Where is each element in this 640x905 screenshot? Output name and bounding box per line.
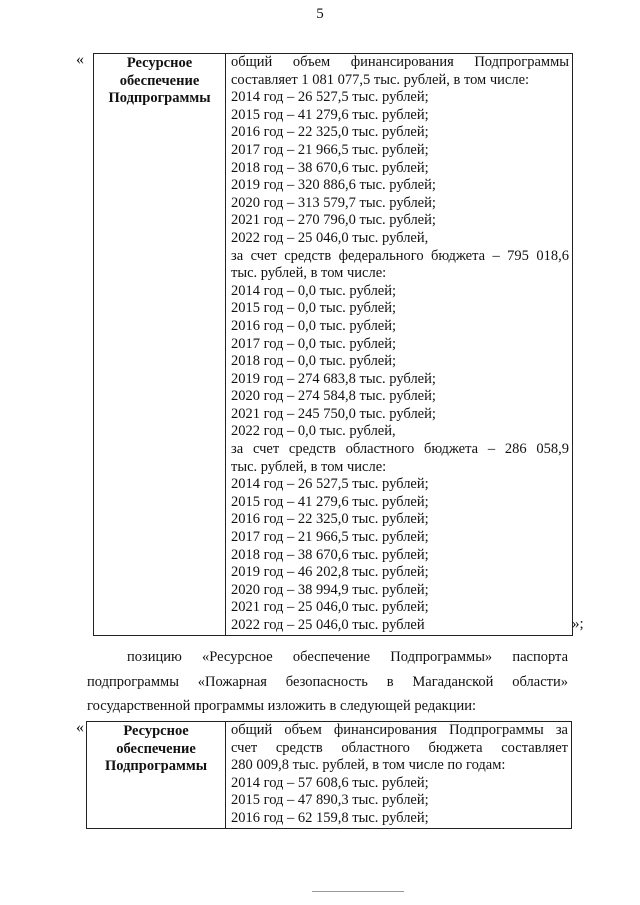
year-line: 2014 год – 26 527,5 тыс. рублей;	[231, 476, 429, 493]
year-line: 2018 год – 38 670,6 тыс. рублей;	[231, 546, 429, 563]
amendment-paragraph	[87, 645, 568, 719]
open-quote: «	[76, 51, 84, 68]
year-line: 2022 год – 25 046,0 тыс. рублей	[231, 617, 425, 633]
paragraph-line: подпрограммы «Пожарная безопасность в Магаданской области»	[87, 673, 568, 690]
year-line: 2020 год – 38 994,9 тыс. рублей;	[231, 581, 429, 598]
year-line: 2017 год – 21 966,5 тыс. рублей;	[231, 141, 429, 158]
label-line: Подпрограммы	[108, 90, 211, 107]
year-line: 2018 год – 38 670,6 тыс. рублей;	[231, 159, 429, 176]
content-line: составляет 1 081 077,5 тыс. рублей, в том числе:	[231, 71, 530, 88]
content-line: за счет средств областного бюджета – 286 058,9	[231, 441, 569, 458]
year-line: 2017 год – 21 966,5 тыс. рублей;	[231, 529, 429, 546]
content-line: 280 009,8 тыс. рублей, в том числе по годам:	[231, 757, 506, 774]
year-line: 2014 год – 57 608,6 тыс. рублей;	[231, 774, 429, 791]
year-line: 2016 год – 0,0 тыс. рублей;	[231, 317, 397, 334]
resource-table-1	[93, 53, 573, 636]
year-line: 2016 год – 22 325,0 тыс. рублей;	[231, 124, 429, 141]
open-quote: «	[76, 719, 84, 736]
label-line: обеспечение	[116, 740, 196, 757]
year-line: 2019 год – 274 683,8 тыс. рублей;	[231, 370, 436, 387]
content-line: за счет средств федерального бюджета – 795 018,6	[231, 247, 569, 264]
year-line: 2018 год – 0,0 тыс. рублей;	[231, 353, 397, 370]
year-line: 2022 год – 0,0 тыс. рублей,	[231, 423, 396, 440]
year-line: 2019 год – 46 202,8 тыс. рублей;	[231, 564, 429, 581]
resource-content-cell	[226, 54, 573, 636]
paragraph-line: позицию «Ресурсное обеспечение Подпрограммы» паспорта	[127, 649, 568, 665]
resource-content-cell	[226, 722, 572, 829]
content-line: счет средств областного бюджета составляет	[231, 739, 568, 756]
content-line: общий объем финансирования Подпрограммы	[231, 54, 569, 70]
year-line: 2015 год – 41 279,6 тыс. рублей;	[231, 106, 429, 123]
content-line: общий объем финансирования Подпрограммы за	[231, 722, 568, 738]
year-line: 2015 год – 41 279,6 тыс. рублей;	[231, 493, 429, 510]
year-line: 2015 год – 47 890,3 тыс. рублей;	[231, 792, 429, 809]
paragraph-line: государственной программы изложить в следующей редакции:	[87, 698, 477, 714]
year-line: 2015 год – 0,0 тыс. рублей;	[231, 300, 397, 317]
content-line: тыс. рублей, в том числе:	[231, 458, 387, 475]
year-line: 2014 год – 0,0 тыс. рублей;	[231, 282, 397, 299]
year-line: 2021 год – 270 796,0 тыс. рублей;	[231, 212, 436, 229]
footer-rule	[312, 891, 404, 892]
close-quote: »;	[572, 616, 584, 632]
year-line: 2020 год – 313 579,7 тыс. рублей;	[231, 194, 436, 211]
year-line: 2019 год – 320 886,6 тыс. рублей;	[231, 177, 436, 194]
resource-table-2	[86, 721, 572, 829]
resource-label-cell	[94, 54, 226, 636]
year-line: 2021 год – 25 046,0 тыс. рублей;	[231, 599, 429, 616]
resource-label-cell	[87, 722, 226, 829]
year-line: 2016 год – 22 325,0 тыс. рублей;	[231, 511, 429, 528]
label-line: Ресурсное	[126, 55, 193, 71]
page-number: 5	[316, 6, 324, 22]
label-line: Подпрограммы	[104, 758, 208, 775]
year-line: 2017 год – 0,0 тыс. рублей;	[231, 335, 397, 352]
year-line: 2020 год – 274 584,8 тыс. рублей;	[231, 388, 436, 405]
content-line: тыс. рублей, в том числе:	[231, 265, 387, 282]
year-line: 2016 год – 62 159,8 тыс. рублей;	[231, 809, 429, 826]
label-line: Ресурсное	[123, 723, 189, 739]
year-line: 2021 год – 245 750,0 тыс. рублей;	[231, 405, 436, 422]
year-line: 2014 год – 26 527,5 тыс. рублей;	[231, 89, 429, 106]
label-line: обеспечение	[119, 72, 200, 89]
year-line: 2022 год – 25 046,0 тыс. рублей,	[231, 229, 429, 246]
